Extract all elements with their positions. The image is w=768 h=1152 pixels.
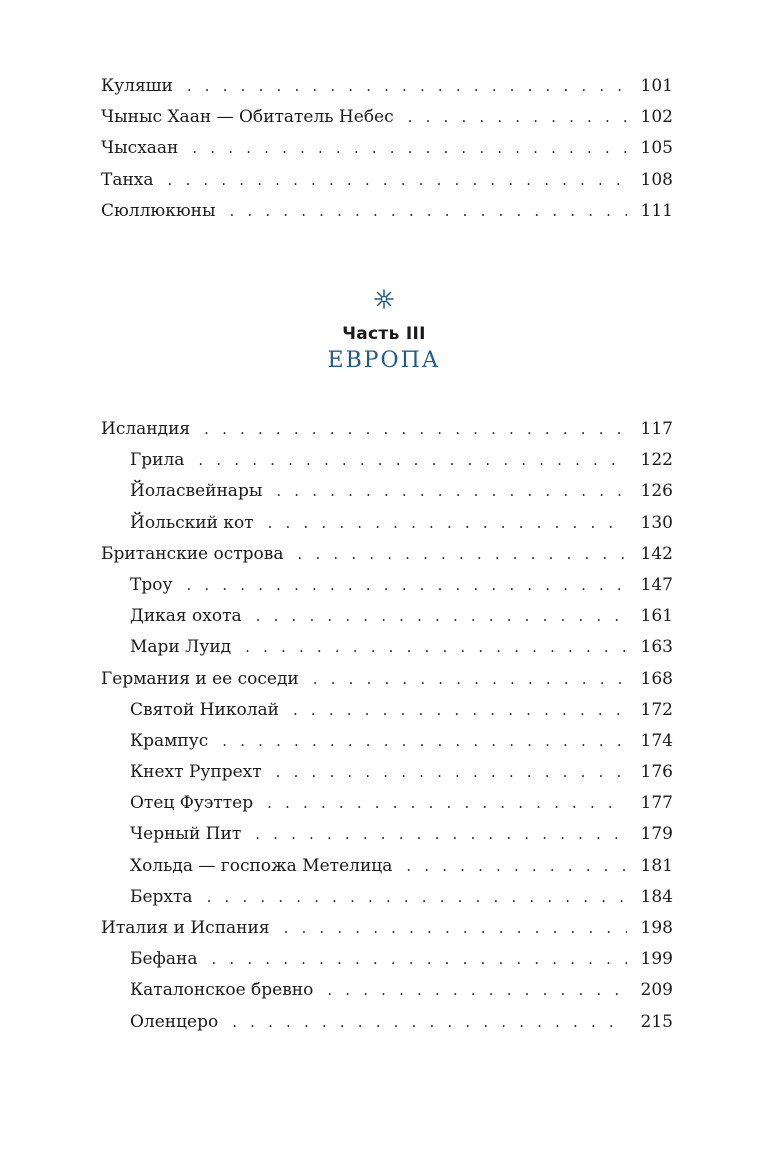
toc-entry-page: 181 [640,855,673,876]
toc-entry-title: Хольда — госпожа Метелица [130,855,393,876]
dot-leader [276,757,627,788]
dot-leader [230,196,627,227]
toc-subentry [101,508,673,539]
toc-subentry [101,632,673,663]
toc-entry-title: Грила [130,450,185,471]
dot-leader [268,508,627,539]
toc-entry-page: 168 [640,668,673,689]
dot-leader [327,975,626,1006]
dot-leader [256,601,627,632]
dot-leader [211,944,626,975]
toc-entry-page: 172 [640,699,673,720]
dot-leader [192,133,626,164]
part-label: Часть III [342,324,426,344]
toc-entry-page: 101 [640,76,673,96]
toc-entry-title: Троу [130,574,173,595]
dot-leader [232,1007,626,1038]
toc-entry-page: 177 [640,793,673,814]
dot-leader [245,632,626,663]
toc-entry-title: Йоласвейнары [130,481,263,502]
toc-entry-title: Оленцеро [130,1011,219,1032]
toc-subentry [101,445,673,476]
part-title: ЕВРОПА [327,348,441,373]
toc-subentry [101,476,673,507]
toc-subentry [101,788,673,819]
part-heading [0,288,768,373]
toc-entry-title: Отец Фуэттер [130,793,254,814]
toc-entry [101,133,673,164]
dot-leader [255,819,626,850]
toc-entry-title: Германия и ее соседи [101,668,299,689]
toc-entry-title: Каталонское бревно [130,980,314,1001]
toc-subentry [101,726,673,757]
toc-entry-title: Чыныс Хаан — Обитатель Небес [101,107,394,128]
toc-entry-page: 142 [640,543,673,564]
toc-subentry [101,882,673,913]
toc-entry-page: 111 [640,200,673,221]
dot-leader [207,882,627,913]
toc-entry-page: 161 [640,606,673,627]
dot-leader [408,102,627,133]
toc-entry-page: 122 [640,450,673,471]
toc-entry-title: Черный Пит [130,824,242,845]
toc-subentry [101,819,673,850]
toc-entry [101,539,673,570]
toc-entry [101,414,673,445]
toc-entry-page: 117 [640,419,673,439]
toc-entry [101,664,673,695]
snowflake-icon [373,288,395,310]
toc-entry-title: Берхта [130,886,193,907]
toc-subentry [101,570,673,601]
toc-entry-page: 179 [640,824,673,845]
toc-entry-title: Дикая охота [130,606,242,627]
toc-subentry [101,851,673,882]
toc-entry-title: Куляши [101,76,173,96]
toc-entry-title: Сюллюкюны [101,200,216,221]
dot-leader [187,71,627,102]
dot-leader [186,570,626,601]
toc-entry-title: Британские острова [101,543,284,564]
toc-entry-page: 105 [640,138,673,159]
toc-entry-page: 163 [640,637,673,658]
dot-leader [222,726,626,757]
toc-subentry [101,757,673,788]
toc-list-europe [101,414,673,1038]
toc-subentry [101,1007,673,1038]
toc-entry-title: Йольский кот [130,512,254,533]
toc-entry-page: 108 [640,169,673,190]
toc-entry [101,196,673,227]
toc-entry-title: Исландия [101,419,191,439]
toc-entry-title: Танха [101,169,154,190]
dot-leader [276,476,626,507]
dot-leader [204,414,626,445]
toc-entry-title: Италия и Испания [101,918,270,938]
toc-entry [101,165,673,196]
toc-entry-page: 102 [640,107,673,128]
toc-subentry [101,944,673,975]
toc-entry-title: Святой Николай [130,699,279,720]
toc-entry-title: Бефана [130,949,198,970]
toc-entry-title: Чысхаан [101,138,179,159]
toc-subentry [101,601,673,632]
toc-entry-title: Крампус [130,730,209,751]
toc-entry-page: 147 [640,574,673,595]
dot-leader [284,913,627,944]
toc-entry-page: 215 [640,1011,673,1032]
toc-entry-page: 174 [640,730,673,751]
toc-entry-page: 130 [640,512,673,533]
dot-leader [313,664,627,695]
dot-leader [298,539,627,570]
dot-leader [293,695,627,726]
toc-entry-page: 126 [640,481,673,502]
toc-entry-page: 198 [640,918,673,938]
dot-leader [267,788,626,819]
toc-entry-page: 209 [640,980,673,1001]
toc-entry-page: 199 [640,949,673,970]
toc-list-previous-section [101,71,673,227]
toc-entry [101,102,673,133]
toc-entry-title: Кнехт Рупрехт [130,762,262,783]
toc-entry [101,913,673,944]
toc-entry-page: 176 [640,762,673,783]
dot-leader [406,851,626,882]
toc-subentry [101,695,673,726]
dot-leader [198,445,626,476]
dot-leader [168,165,627,196]
toc-entry-title: Мари Луид [130,637,232,658]
toc-subentry [101,975,673,1006]
toc-entry-page: 184 [640,886,673,907]
toc-entry [101,71,673,102]
